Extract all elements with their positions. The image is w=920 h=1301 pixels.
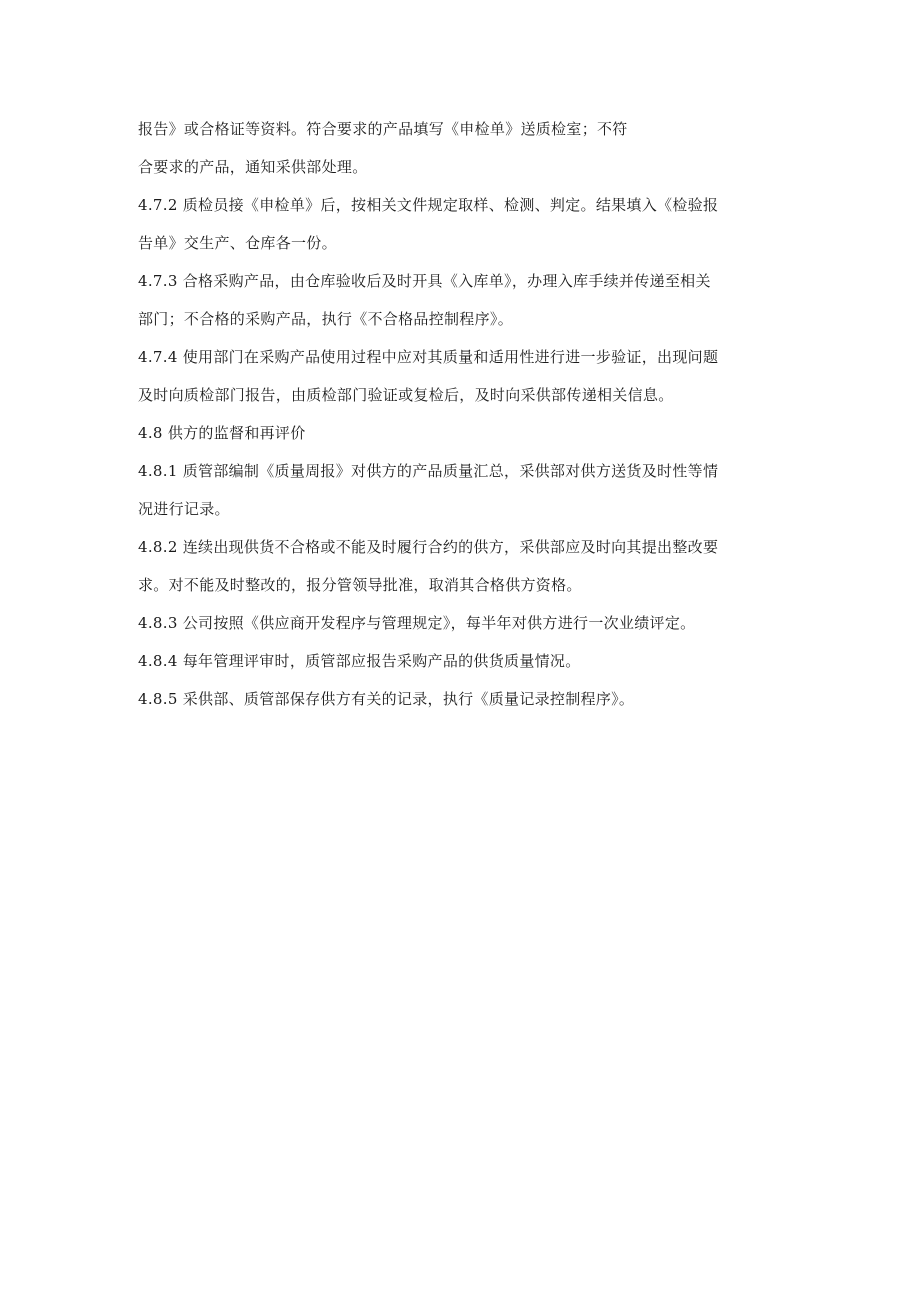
text-line: 4.8.4 每年管理评审时，质管部应报告采购产品的供货质量情况。 — [138, 652, 581, 670]
text-line: 合要求的产品，通知采供部处理。 — [138, 158, 368, 176]
text-line: 报告》或合格证等资料。符合要求的产品填写《申检单》送质检室；不符 — [138, 120, 628, 138]
text-line: 4.8.5 采供部、质管部保存供方有关的记录，执行《质量记录控制程序》。 — [138, 690, 635, 708]
text-line: 况进行记录。 — [138, 500, 230, 518]
document-body — [138, 114, 788, 714]
text-line: 4.8.2 连续出现供货不合格或不能及时履行合约的供方，采供部应及时向其提出整改要 — [138, 538, 719, 556]
text-line: 求。对不能及时整改的，报分管领导批准，取消其合格供方资格。 — [138, 576, 582, 594]
text-line: 4.7.4 使用部门在采购产品使用过程中应对其质量和适用性进行进一步验证，出现问题 — [138, 348, 719, 366]
text-line: 4.7.3 合格采购产品，由仓库验收后及时开具《入库单》，办理入库手续并传递至相关 — [138, 272, 711, 290]
text-line: 及时向质检部门报告，由质检部门验证或复检后，及时向采供部传递相关信息。 — [138, 386, 674, 404]
text-line: 4.7.2 质检员接《申检单》后，按相关文件规定取样、检测、判定。结果填入《检验报 — [138, 196, 719, 214]
text-line: 告单》交生产、仓库各一份。 — [138, 234, 337, 252]
text-line: 4.8.1 质管部编制《质量周报》对供方的产品质量汇总，采供部对供方送货及时性等情 — [138, 462, 719, 480]
text-line: 4.8.3 公司按照《供应商开发程序与管理规定》，每半年对供方进行一次业绩评定。 — [138, 614, 696, 632]
section-heading: 4.8 供方的监督和再评价 — [138, 424, 306, 442]
text-line: 部门；不合格的采购产品，执行《不合格品控制程序》。 — [138, 310, 514, 328]
